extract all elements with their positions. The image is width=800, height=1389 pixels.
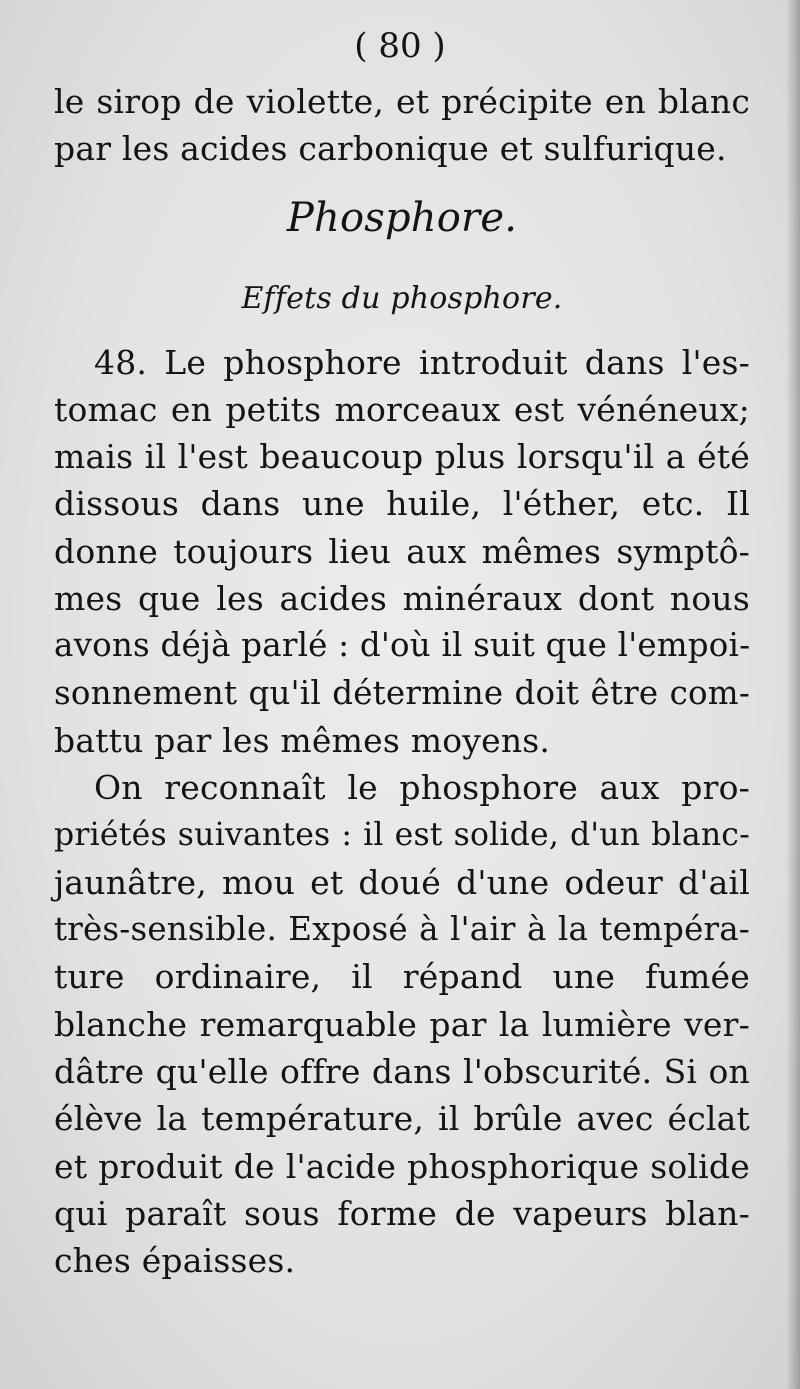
paragraph-1-line: dissous dans une huile, l'éther, etc. Il <box>54 484 750 524</box>
paragraph-1-line: battu par les mêmes moyens. <box>54 720 551 760</box>
paragraph-2-line: priétés suivantes : il est solide, d'un blanc- <box>54 816 750 853</box>
page-number: ( 80 ) <box>354 26 446 66</box>
section-subheading: Effets du phosphore. <box>241 280 563 316</box>
paragraph-2-line: ches épaisses. <box>54 1241 296 1281</box>
paragraph-1-line: mes que les acides minéraux dont nous <box>54 579 750 619</box>
paragraph-1-line: tomac en petits morceaux est vénéneux; <box>54 389 750 429</box>
paragraph-2-line: On reconnaît le phosphore aux pro- <box>94 768 750 808</box>
paragraph-2-line: et produit de l'acide phosphorique solide <box>54 1146 750 1186</box>
paragraph-1-line: donne toujours lieu aux mêmes symptô- <box>54 531 750 571</box>
section-heading: Phosphore. <box>286 194 518 241</box>
paragraph-2-line: élève la température, il brûle avec éclat <box>54 1099 750 1139</box>
intro-line: par les acides carbonique et sulfurique. <box>54 129 727 169</box>
paragraph-1-line: avons déjà parlé : d'où il suit que l'empoi- <box>54 626 751 665</box>
paragraph-2-line: très-sensible. Exposé à l'air à la tempéra- <box>54 910 750 949</box>
paragraph-2-line: ture ordinaire, il répand une fumée <box>54 957 750 997</box>
page-edge-shadow <box>786 0 800 1389</box>
paragraph-2-line: qui paraît sous forme de vapeurs blan- <box>54 1193 750 1233</box>
intro-line: le sirop de violette, et précipite en blanc <box>54 82 750 121</box>
paragraph-1-line: 48. Le phosphore introduit dans l'es- <box>94 342 750 382</box>
paragraph-1-line: mais il l'est beaucoup plus lorsqu'il a été <box>54 437 750 477</box>
paragraph-2-line: jaunâtre, mou et doué d'une odeur d'ail <box>54 862 750 902</box>
paragraph-2-line: dâtre qu'elle offre dans l'obscurité. Si on <box>54 1052 750 1092</box>
paragraph-1-line: sonnement qu'il détermine doit être com- <box>54 673 750 712</box>
paragraph-2-line: blanche remarquable par la lumière ver- <box>54 1004 750 1044</box>
page-text <box>54 78 750 1285</box>
